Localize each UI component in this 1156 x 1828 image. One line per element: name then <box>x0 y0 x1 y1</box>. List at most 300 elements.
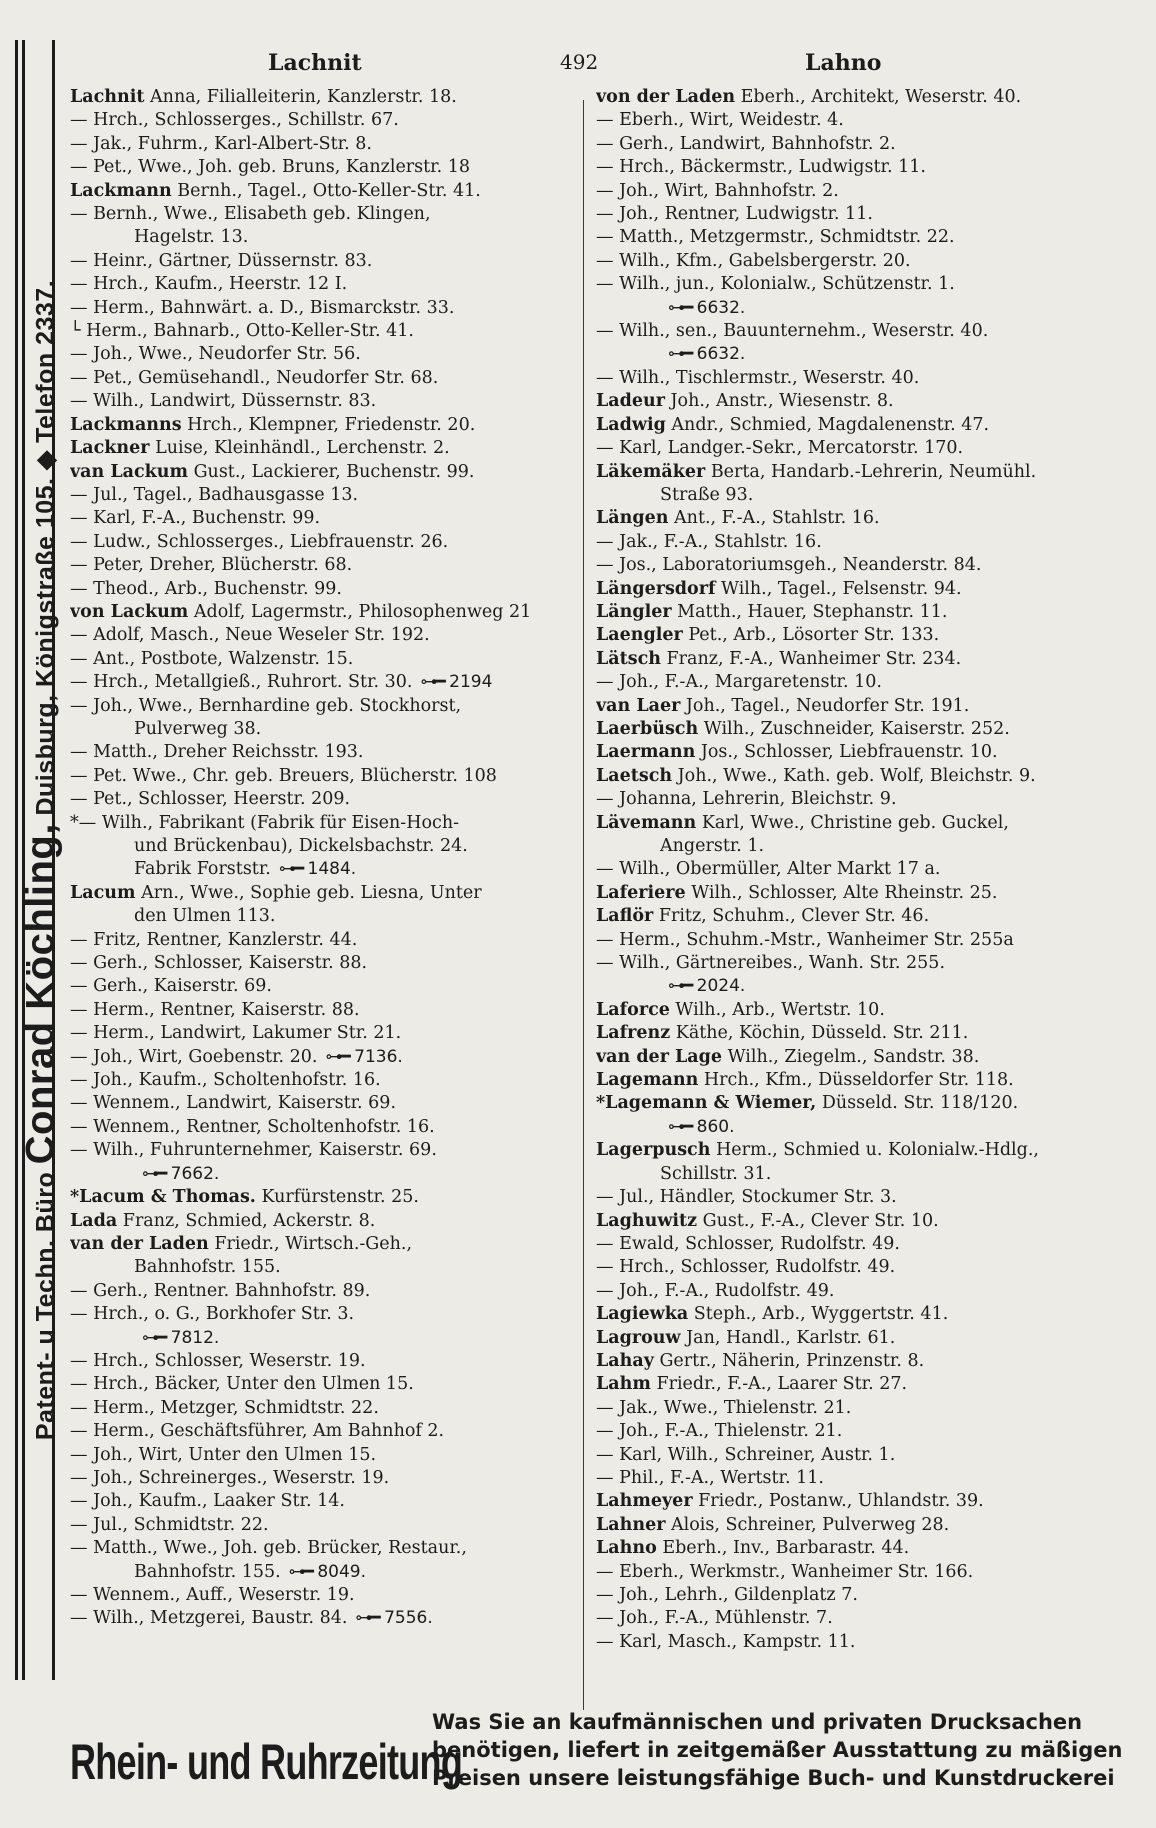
directory-entry <box>596 929 1141 952</box>
phone-number: 2024. <box>696 976 746 997</box>
entry-text: und Brückenbau), Dickelsbachstr. 24. <box>134 836 468 856</box>
directory-entry <box>596 1514 1141 1537</box>
entry-text: — Herm., Schuhm.-Mstr., Wanheimer Str. 255a <box>596 929 1014 950</box>
directory-entry <box>70 1373 580 1396</box>
directory-entry <box>596 1561 1141 1584</box>
directory-entry <box>596 999 1141 1022</box>
entry-text: — Matth., Metzgermstr., Schmidtstr. 22. <box>596 227 955 248</box>
entry-surname: Lackmann <box>70 180 172 201</box>
entry-surname: Lagrouw <box>596 1327 681 1348</box>
entry-text: — Pet., Wwe., Joh. geb. Bruns, Kanzlerstr. 18 <box>70 157 471 178</box>
directory-entry <box>596 180 1141 203</box>
telephone-icon: ⊶━ <box>420 672 444 693</box>
entry-text: — Gerh., Landwirt, Bahnhofstr. 2. <box>596 133 896 154</box>
directory-entry <box>596 1069 1141 1092</box>
directory-entry <box>596 250 1141 273</box>
directory-entry <box>70 1444 580 1467</box>
entry-surname: Ladwig <box>596 414 666 435</box>
entry-text: — Joh., Wirt, Unter den Ulmen 15. <box>70 1444 377 1465</box>
entry-text: Hrch., Kfm., Düsseldorfer Str. 118. <box>698 1070 1014 1091</box>
directory-entry <box>596 1420 1141 1443</box>
left-column <box>70 86 580 1631</box>
entry-surname: Lävemann <box>596 812 697 833</box>
entry-text: — Joh., F.-A., Rudolfstr. 49. <box>596 1280 835 1301</box>
directory-entry <box>70 905 580 928</box>
entry-surname: Lahno <box>596 1538 657 1559</box>
right-column <box>596 86 1141 1654</box>
entry-text: Joh., Wwe., Kath. geb. Wolf, Bleichstr. 9. <box>672 765 1036 786</box>
entry-text: Bernh., Tagel., Otto-Keller-Str. 41. <box>171 180 481 201</box>
directory-entry <box>596 882 1141 905</box>
entry-surname: Lachnit <box>70 87 145 107</box>
entry-surname: Laerbüsch <box>596 718 699 739</box>
column-divider <box>583 100 584 1710</box>
phone-number: 7136. <box>354 1046 403 1067</box>
entry-surname: van Lackum <box>70 461 188 482</box>
directory-entry <box>596 648 1141 671</box>
telephone-icon: ⊶━ <box>142 1327 166 1348</box>
directory-entry <box>596 507 1141 530</box>
entry-text: — Matth., Wwe., Joh. geb. Brücker, Restaur., <box>70 1538 467 1559</box>
entry-surname: Laengler <box>596 625 683 646</box>
entry-text: — Wennem., Rentner, Scholtenhofstr. 16. <box>70 1116 435 1137</box>
directory-entry <box>596 1467 1141 1490</box>
entry-text: Gust., F.-A., Clever Str. 10. <box>697 1210 939 1231</box>
directory-entry <box>70 624 580 647</box>
directory-entry <box>70 86 580 109</box>
telephone-icon: ⊶━ <box>278 859 303 880</box>
entry-text: — Joh., Wirt, Bahnhofstr. 2. <box>596 180 839 201</box>
entry-text: — Jul., Händler, Stockumer Str. 3. <box>596 1187 897 1208</box>
printing-ad <box>432 1708 1122 1792</box>
entry-text: Ant., F.-A., Stahlstr. 16. <box>668 508 880 529</box>
directory-entry <box>596 1022 1141 1045</box>
printing-ad-line: Was Sie an kaufmännischen und privaten Drucksachen <box>432 1710 1083 1734</box>
directory-entry <box>70 1584 580 1607</box>
phone-number: 1484. <box>307 859 357 880</box>
telephone-icon: ⊶━ <box>668 297 692 318</box>
directory-entry <box>70 297 580 320</box>
entry-text: — Joh., Kaufm., Laaker Str. 14. <box>70 1491 345 1512</box>
entry-surname: *Lagemann & Wiemer, <box>596 1093 817 1114</box>
entry-text: — Wennem., Landwirt, Kaiserstr. 69. <box>70 1093 397 1114</box>
directory-entry <box>70 554 580 577</box>
entry-text: Andr., Schmied, Magdalenenstr. 47. <box>665 414 990 435</box>
entry-surname: Längler <box>596 601 672 622</box>
entry-text: — Wilh., jun., Kolonialw., Schützenstr. 1. <box>596 274 955 295</box>
entry-text: — Ludw., Schlosserges., Liebfrauenstr. 26. <box>70 531 449 552</box>
entry-text: Luise, Kleinhändl., Lerchenstr. 2. <box>149 438 450 459</box>
directory-entry <box>596 578 1141 601</box>
directory-entry <box>596 765 1141 788</box>
directory-entry <box>596 905 1141 928</box>
entry-text: — Hrch., o. G., Borkhofer Str. 3. <box>70 1304 355 1325</box>
entry-text: Düsseld. Str. 118/120. <box>816 1093 1019 1114</box>
side-ad-part1: Patent- u Techn. Büro <box>31 1164 60 1441</box>
entry-text: — Pet., Schlosser, Heerstr. 209. <box>70 789 351 810</box>
entry-text: — Karl, Landger.-Sekr., Mercatorstr. 170. <box>596 438 964 459</box>
entry-text: — Wilh., sen., Bauunternehm., Weserstr. 40. <box>596 321 989 342</box>
entry-text: Bahnhofstr. 155. <box>134 1257 281 1278</box>
telephone-icon: ⊶━ <box>355 1608 379 1629</box>
directory-entry <box>70 1327 580 1350</box>
directory-entry <box>596 1233 1141 1256</box>
entry-surname: Lafrenz <box>596 1023 671 1044</box>
directory-entry <box>70 1116 580 1139</box>
directory-entry <box>596 1256 1141 1279</box>
entry-text: — Herm., Rentner, Kaiserstr. 88. <box>70 999 360 1020</box>
entry-text: — Herm., Metzger, Schmidtstr. 22. <box>70 1397 379 1418</box>
entry-text: Gust., Lackierer, Buchenstr. 99. <box>188 461 475 482</box>
directory-entry <box>70 882 580 905</box>
entry-text: — Gerh., Schlosser, Kaiserstr. 88. <box>70 953 368 974</box>
directory-entry <box>70 461 580 484</box>
directory-entry <box>596 741 1141 764</box>
directory-entry <box>70 1186 580 1209</box>
entry-text: — Joh., F.-A., Margaretenstr. 10. <box>596 672 882 693</box>
entry-text: — Hrch., Schlosser, Rudolfstr. 49. <box>596 1257 896 1278</box>
entry-text: Eberh., Architekt, Weserstr. 40. <box>735 87 1022 107</box>
directory-entry <box>70 975 580 998</box>
entry-surname: Lahm <box>596 1374 651 1395</box>
directory-entry <box>70 1537 580 1560</box>
entry-text: — Joh., Schreinerges., Weserstr. 19. <box>70 1467 390 1488</box>
entry-text: — Karl, F.-A., Buchenstr. 99. <box>70 508 321 529</box>
entry-text: Friedr., Postanw., Uhlandstr. 39. <box>692 1491 984 1512</box>
entry-surname: Ladeur <box>596 391 665 412</box>
directory-entry <box>70 343 580 366</box>
entry-surname: Läkemäker <box>596 461 706 482</box>
entry-text: — Joh., Wirt, Goebenstr. 20. <box>70 1046 318 1067</box>
entry-text: Wilh., Schlosser, Alte Rheinstr. 25. <box>685 882 998 903</box>
entry-text: Wilh., Tagel., Felsenstr. 94. <box>715 578 962 599</box>
entry-text: — Joh., Lehrh., Gildenplatz 7. <box>596 1585 858 1605</box>
entry-text: Adolf, Lagermstr., Philosophenweg 21 <box>188 601 532 622</box>
entry-surname: Lacum <box>70 882 136 903</box>
side-ad-company: Conrad Köchling, <box>18 823 63 1165</box>
directory-entry <box>596 1373 1141 1396</box>
directory-entry <box>596 695 1141 718</box>
entry-surname: Laghuwitz <box>596 1210 698 1231</box>
phone-number: 6632. <box>696 297 746 318</box>
entry-text: — Herm., Bahnwärt. a. D., Bismarckstr. 33. <box>70 297 455 318</box>
entry-text: *— Wilh., Fabrikant (Fabrik für Eisen-Hoch- <box>70 812 459 833</box>
entry-text: Jos., Schlosser, Liebfrauenstr. 10. <box>695 742 998 763</box>
entry-text: — Hrch., Kaufm., Heerstr. 12 I. <box>70 274 348 295</box>
entry-text: — Adolf, Masch., Neue Weseler Str. 192. <box>70 625 430 646</box>
entry-text: Anna, Filialleiterin, Kanzlerstr. 18. <box>144 87 457 107</box>
directory-entry <box>70 1607 580 1630</box>
entry-text: — Karl, Masch., Kampstr. 11. <box>596 1631 856 1652</box>
entry-text: Eberh., Inv., Barbarastr. 44. <box>656 1538 910 1559</box>
directory-entry <box>596 1537 1141 1560</box>
entry-text: — Pet., Gemüsehandl., Neudorfer Str. 68. <box>70 367 439 388</box>
directory-entry <box>596 1444 1141 1467</box>
directory-entry <box>70 1350 580 1373</box>
directory-entry <box>70 1163 580 1186</box>
entry-text: — Joh., Kaufm., Scholtenhofstr. 16. <box>70 1070 381 1091</box>
directory-entry <box>596 414 1141 437</box>
entry-text: Berta, Handarb.-Lehrerin, Neumühl. <box>705 461 1037 482</box>
directory-entry <box>596 320 1141 343</box>
entry-text: Arn., Wwe., Sophie geb. Liesna, Unter <box>135 882 482 903</box>
entry-text: — Gerh., Kaiserstr. 69. <box>70 976 272 997</box>
entry-text: Friedr., F.-A., Laarer Str. 27. <box>650 1374 908 1395</box>
directory-entry <box>596 1092 1141 1115</box>
directory-entry <box>70 1233 580 1256</box>
directory-entry <box>70 999 580 1022</box>
directory-entry <box>70 718 580 741</box>
entry-text: den Ulmen 113. <box>134 906 276 927</box>
entry-text: Pulverweg 38. <box>134 718 262 739</box>
entry-surname: *Lacum & Thomas. <box>70 1187 256 1208</box>
entry-surname: von Lackum <box>70 601 189 622</box>
entry-surname: Lada <box>70 1210 118 1231</box>
entry-text: — Jul., Tagel., Badhausgasse 13. <box>70 484 359 505</box>
entry-text: Schillstr. 31. <box>660 1163 772 1184</box>
directory-entry <box>596 390 1141 413</box>
entry-surname: van der Lage <box>596 1046 723 1067</box>
entry-text: — Wennem., Auff., Weserstr. 19. <box>70 1585 355 1605</box>
entry-text: Kurfürstenstr. 25. <box>255 1187 419 1208</box>
entry-text: — Wilh., Metzgerei, Baustr. 84. <box>70 1608 348 1629</box>
directory-entry <box>596 1280 1141 1303</box>
entry-text: — Hrch., Metallgieß., Ruhrort. Str. 30. <box>70 672 413 693</box>
directory-entry <box>596 1210 1141 1233</box>
directory-entry <box>70 858 580 881</box>
directory-entry <box>70 390 580 413</box>
entry-text: — Hrch., Bäcker, Unter den Ulmen 15. <box>70 1374 414 1395</box>
directory-entry <box>596 858 1141 881</box>
telephone-icon: ⊶━ <box>142 1163 166 1184</box>
directory-entry <box>596 624 1141 647</box>
directory-entry <box>70 273 580 296</box>
entry-text: — Eberh., Wirt, Weidestr. 4. <box>596 110 844 131</box>
side-ad-part3: Duisburg, Königstraße 105. ◆ Telefon 2337. <box>31 279 60 824</box>
directory-entry <box>596 812 1141 835</box>
directory-entry <box>596 484 1141 507</box>
entry-text: Fritz, Schuhm., Clever Str. 46. <box>653 906 930 927</box>
entry-text: Joh., Tagel., Neudorfer Str. 191. <box>680 695 970 716</box>
phone-number: 8049. <box>317 1561 366 1582</box>
entry-text: — Johanna, Lehrerin, Bleichstr. 9. <box>596 789 897 810</box>
directory-entry <box>70 1490 580 1513</box>
entry-text: — Fritz, Rentner, Kanzlerstr. 44. <box>70 929 358 950</box>
directory-entry <box>596 133 1141 156</box>
entry-text: — Ant., Postbote, Walzenstr. 15. <box>70 648 354 669</box>
directory-entry <box>70 601 580 624</box>
entry-text: — Jak., Wwe., Thielenstr. 21. <box>596 1397 852 1418</box>
directory-entry <box>70 109 580 132</box>
entry-text: Herm., Schmied u. Kolonialw.-Hdlg., <box>710 1140 1039 1161</box>
directory-entry <box>596 226 1141 249</box>
phone-number: 7556. <box>384 1608 433 1629</box>
entry-text: Steph., Arb., Wyggertstr. 41. <box>688 1304 949 1325</box>
directory-entry <box>596 367 1141 390</box>
directory-entry <box>596 203 1141 226</box>
entry-text: Matth., Hauer, Stephanstr. 11. <box>671 601 948 622</box>
entry-text: — Joh., F.-A., Mühlenstr. 7. <box>596 1608 833 1629</box>
entry-text: — Ewald, Schlosser, Rudolfstr. 49. <box>596 1233 900 1254</box>
entry-text: Käthe, Köchin, Düsseld. Str. 211. <box>670 1023 969 1044</box>
directory-entry <box>596 1607 1141 1630</box>
directory-entry <box>70 156 580 179</box>
directory-entry <box>70 437 580 460</box>
directory-entry <box>70 133 580 156</box>
entry-surname: van Laer <box>596 695 681 716</box>
entry-text: — Herm., Geschäftsführer, Am Bahnhof 2. <box>70 1421 445 1442</box>
directory-entry <box>70 578 580 601</box>
entry-text: — Phil., F.-A., Wertstr. 11. <box>596 1467 824 1488</box>
entry-text: — Joh., F.-A., Thielenstr. 21. <box>596 1421 843 1442</box>
directory-entry <box>70 484 580 507</box>
entry-surname: Lagiewka <box>596 1304 689 1325</box>
phone-number: 2194 <box>449 672 493 693</box>
directory-entry <box>70 1139 580 1162</box>
entry-surname: Längersdorf <box>596 578 716 599</box>
directory-entry <box>596 718 1141 741</box>
directory-entry <box>70 320 580 343</box>
directory-entry <box>70 1561 580 1584</box>
directory-entry <box>70 1280 580 1303</box>
directory-entry <box>596 835 1141 858</box>
directory-entry <box>596 1046 1141 1069</box>
entry-text: └ Herm., Bahnarb., Otto-Keller-Str. 41. <box>70 321 414 342</box>
directory-entry <box>70 929 580 952</box>
directory-entry <box>70 531 580 554</box>
directory-entry <box>596 975 1141 998</box>
directory-entry <box>70 765 580 788</box>
entry-text: Wilh., Zuschneider, Kaiserstr. 252. <box>698 718 1010 739</box>
entry-text: Karl, Wwe., Christine geb. Guckel, <box>696 812 1009 833</box>
directory-entry <box>70 1256 580 1279</box>
entry-text: — Theod., Arb., Buchenstr. 99. <box>70 578 342 599</box>
directory-entry <box>70 788 580 811</box>
entry-text: — Joh., Wwe., Bernhardine geb. Stockhorst, <box>70 695 462 716</box>
directory-entry <box>596 1303 1141 1326</box>
entry-text: — Jak., Fuhrm., Karl-Albert-Str. 8. <box>70 133 372 154</box>
directory-entry <box>596 297 1141 320</box>
entry-surname: Lätsch <box>596 648 661 669</box>
phone-number: 860. <box>696 1116 735 1137</box>
entry-text: Jan, Handl., Karlstr. 61. <box>680 1327 896 1348</box>
printing-ad-line: Preisen unsere leistungsfähige Buch- und Kunstdruckerei <box>432 1766 1115 1790</box>
entry-text: — Hrch., Bäckermstr., Ludwigstr. 11. <box>596 157 926 178</box>
directory-entry <box>70 812 580 835</box>
directory-entry <box>70 1420 580 1443</box>
entry-text: — Hrch., Schlosserges., Schillstr. 67. <box>70 110 399 131</box>
telephone-icon: ⊶━ <box>325 1046 349 1067</box>
directory-entry <box>70 1303 580 1326</box>
directory-entry <box>70 741 580 764</box>
entry-surname: Lagerpusch <box>596 1140 711 1161</box>
entry-text: — Pet. Wwe., Chr. geb. Breuers, Blücherstr. 108 <box>70 765 497 786</box>
side-ad-text <box>19 280 64 1440</box>
directory-entry <box>596 788 1141 811</box>
entry-text: Wilh., Ziegelm., Sandstr. 38. <box>722 1046 980 1067</box>
directory-entry <box>596 554 1141 577</box>
entry-text: — Peter, Dreher, Blücherstr. 68. <box>70 555 353 576</box>
directory-entry <box>70 648 580 671</box>
directory-entry <box>596 952 1141 975</box>
entry-text: — Karl, Wilh., Schreiner, Austr. 1. <box>596 1444 896 1465</box>
entry-text: — Jos., Laboratoriumsgeh., Neanderstr. 84. <box>596 555 982 576</box>
entry-text: Straße 93. <box>660 484 754 505</box>
entry-text: — Eberh., Werkmstr., Wanheimer Str. 166. <box>596 1561 974 1582</box>
directory-entry <box>596 273 1141 296</box>
entry-text: — Wilh., Fuhrunternehmer, Kaiserstr. 69. <box>70 1140 437 1161</box>
directory-entry <box>596 1163 1141 1186</box>
entry-text: Hagelstr. 13. <box>134 227 249 248</box>
entry-text: Bahnhofstr. 155. <box>134 1561 281 1582</box>
directory-entry <box>70 226 580 249</box>
directory-entry <box>596 1631 1141 1654</box>
entry-surname: von der Laden <box>596 87 736 107</box>
directory-entry <box>70 250 580 273</box>
directory-entry <box>596 1116 1141 1139</box>
directory-entry <box>70 1069 580 1092</box>
entry-text: Gertr., Näherin, Prinzenstr. 8. <box>653 1350 925 1371</box>
entry-text: Wilh., Arb., Wertstr. 10. <box>669 999 885 1020</box>
directory-entry <box>70 1514 580 1537</box>
entry-text: — Jak., F.-A., Stahlstr. 16. <box>596 531 822 552</box>
directory-entry <box>596 343 1141 366</box>
directory-entry <box>70 367 580 390</box>
entry-text: — Hrch., Schlosser, Weserstr. 19. <box>70 1350 366 1371</box>
directory-entry <box>596 156 1141 179</box>
entry-text: — Heinr., Gärtner, Düssernstr. 83. <box>70 250 373 271</box>
directory-entry <box>596 601 1141 624</box>
directory-entry <box>70 1046 580 1069</box>
printing-ad-line: benötigen, liefert in zeitgemäßer Ausstattung zu mäßigen <box>432 1738 1123 1762</box>
directory-entry <box>596 1584 1141 1607</box>
directory-entry <box>596 1490 1141 1513</box>
directory-entry <box>596 437 1141 460</box>
entry-text: Joh., Anstr., Wiesenstr. 8. <box>664 391 894 412</box>
directory-entry <box>70 203 580 226</box>
directory-entry <box>596 1186 1141 1209</box>
entry-text: Friedr., Wirtsch.-Geh., <box>208 1233 413 1254</box>
directory-entry <box>70 1210 580 1233</box>
telephone-icon: ⊶━ <box>668 1116 692 1137</box>
side-advertisement <box>6 40 68 1680</box>
directory-entry <box>70 695 580 718</box>
entry-text: — Wilh., Obermüller, Alter Markt 17 a. <box>596 859 941 880</box>
telephone-icon: ⊶━ <box>668 976 692 997</box>
newspaper-ad: Rhein- und Ruhrzeitung <box>70 1734 463 1790</box>
directory-entry <box>70 1467 580 1490</box>
directory-entry <box>596 86 1141 109</box>
entry-surname: van der Laden <box>70 1233 209 1254</box>
entry-text: — Joh., Rentner, Ludwigstr. 11. <box>596 204 873 225</box>
directory-entry <box>596 1397 1141 1420</box>
entry-surname: Laetsch <box>596 765 673 786</box>
entry-surname: Laferiere <box>596 882 686 903</box>
entry-surname: Lackner <box>70 438 150 459</box>
entry-text: — Gerh., Rentner. Bahnhofstr. 89. <box>70 1280 371 1301</box>
entry-text: — Jul., Schmidtstr. 22. <box>70 1514 269 1535</box>
telephone-icon: ⊶━ <box>288 1561 312 1582</box>
directory-entry <box>70 671 580 694</box>
page-number: 492 <box>560 50 599 74</box>
directory-entry <box>70 507 580 530</box>
header-left-title: Lachnit <box>268 50 362 76</box>
entry-surname: Laflör <box>596 906 654 927</box>
entry-surname: Laermann <box>596 742 696 763</box>
directory-entry <box>70 414 580 437</box>
directory-entry <box>596 671 1141 694</box>
entry-text: — Wilh., Gärtnereibes., Wanh. Str. 255. <box>596 953 946 974</box>
